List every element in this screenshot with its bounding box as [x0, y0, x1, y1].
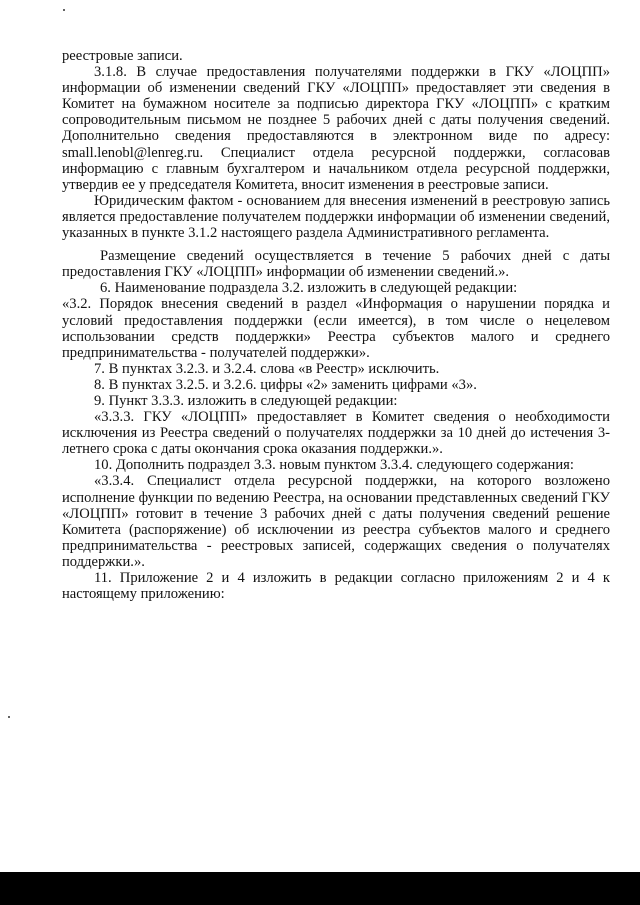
paragraph-item-8: 8. В пунктах 3.2.5. и 3.2.6. цифры «2» заменить цифрами «3».: [94, 376, 477, 393]
paragraph-item-7: 7. В пунктах 3.2.3. и 3.2.4. слова «в Реестр» исключить.: [94, 360, 440, 377]
scan-speck: [63, 9, 65, 11]
paragraph-item-10: 10. Дополнить подраздел 3.3. новым пунктом 3.3.4. следующего содержания:: [94, 457, 574, 474]
paragraph-placement: Размещение сведений осуществляется в течение 5 рабочих дней с даты предоставления ГКУ «ЛОЦПП» информации об изменении сведений.».: [62, 248, 610, 281]
paragraph-item-9: 9. Пункт 3.3.3. изложить в следующей редакции:: [94, 392, 398, 409]
paragraph-quote-3-3-3: «3.3.3. ГКУ «ЛОЦПП» предоставляет в Комитет сведения о необходимости исключения из Реестра сведений о получателях поддержки за 10 дней до истечения 3-летнего срока с даты окончания срока оказания поддержки.».: [62, 409, 610, 458]
paragraph-item-11: 11. Приложение 2 и 4 изложить в редакции согласно приложениям 2 и 4 к настоящему приложению:: [62, 570, 610, 603]
scan-bottom-border: [0, 872, 640, 905]
scan-speck: [8, 716, 10, 718]
paragraph-quote-3-2: «3.2. Порядок внесения сведений в раздел «Информация о нарушении порядка и условий предоставления поддержки (если имеется), в том числе о нецелевом использовании средств поддержки» Реестра субъектов малого и среднего предпринимательства - получателей поддержки».: [62, 296, 610, 361]
paragraph-3-1-8: 3.1.8. В случае предоставления получателями поддержки в ГКУ «ЛОЦПП» информации об изменении сведений ГКУ «ЛОЦПП» предоставляет эти сведения в Комитет на бумажном носителе за подписью директора ГКУ «ЛОЦПП» с кратким сопроводительным письмом не позднее 5 рабочих дней с даты получения сведений. Дополнительно сведения предоставляются в электронном виде по адресу: small.lenobl@lenreg.ru. Специалист отдела ресурсной поддержки, согласовав информацию с главным бухгалтером и начальником отдела ресурсной поддержки, утвердив ее у председателя Комитета, вносит изменения в реестровые записи.: [62, 64, 610, 193]
paragraph-continuation: реестровые записи.: [62, 48, 183, 64]
paragraph-item-6: 6. Наименование подраздела 3.2. изложить в следующей редакции:: [100, 280, 518, 297]
paragraph-legal-fact: Юридическим фактом - основанием для внесения изменений в реестровую запись является предоставление получателем поддержки информации об изменении сведений, указанных в пункте 3.1.2 настоящего раздела Административного регламента.: [62, 192, 610, 242]
document-body: [62, 48, 610, 602]
paragraph-quote-3-3-4: «3.3.4. Специалист отдела ресурсной поддержки, на которого возложено исполнение функции по ведению Реестра, на основании представленных сведений ГКУ «ЛОЦПП» готовит в течение 3 рабочих дней с даты получения сведений решение Комитета (распоряжение) об исключении из реестра субъектов малого и среднего предпринимательства - реестровых записей, содержащих сведения о получателях поддержки.».: [62, 473, 610, 570]
